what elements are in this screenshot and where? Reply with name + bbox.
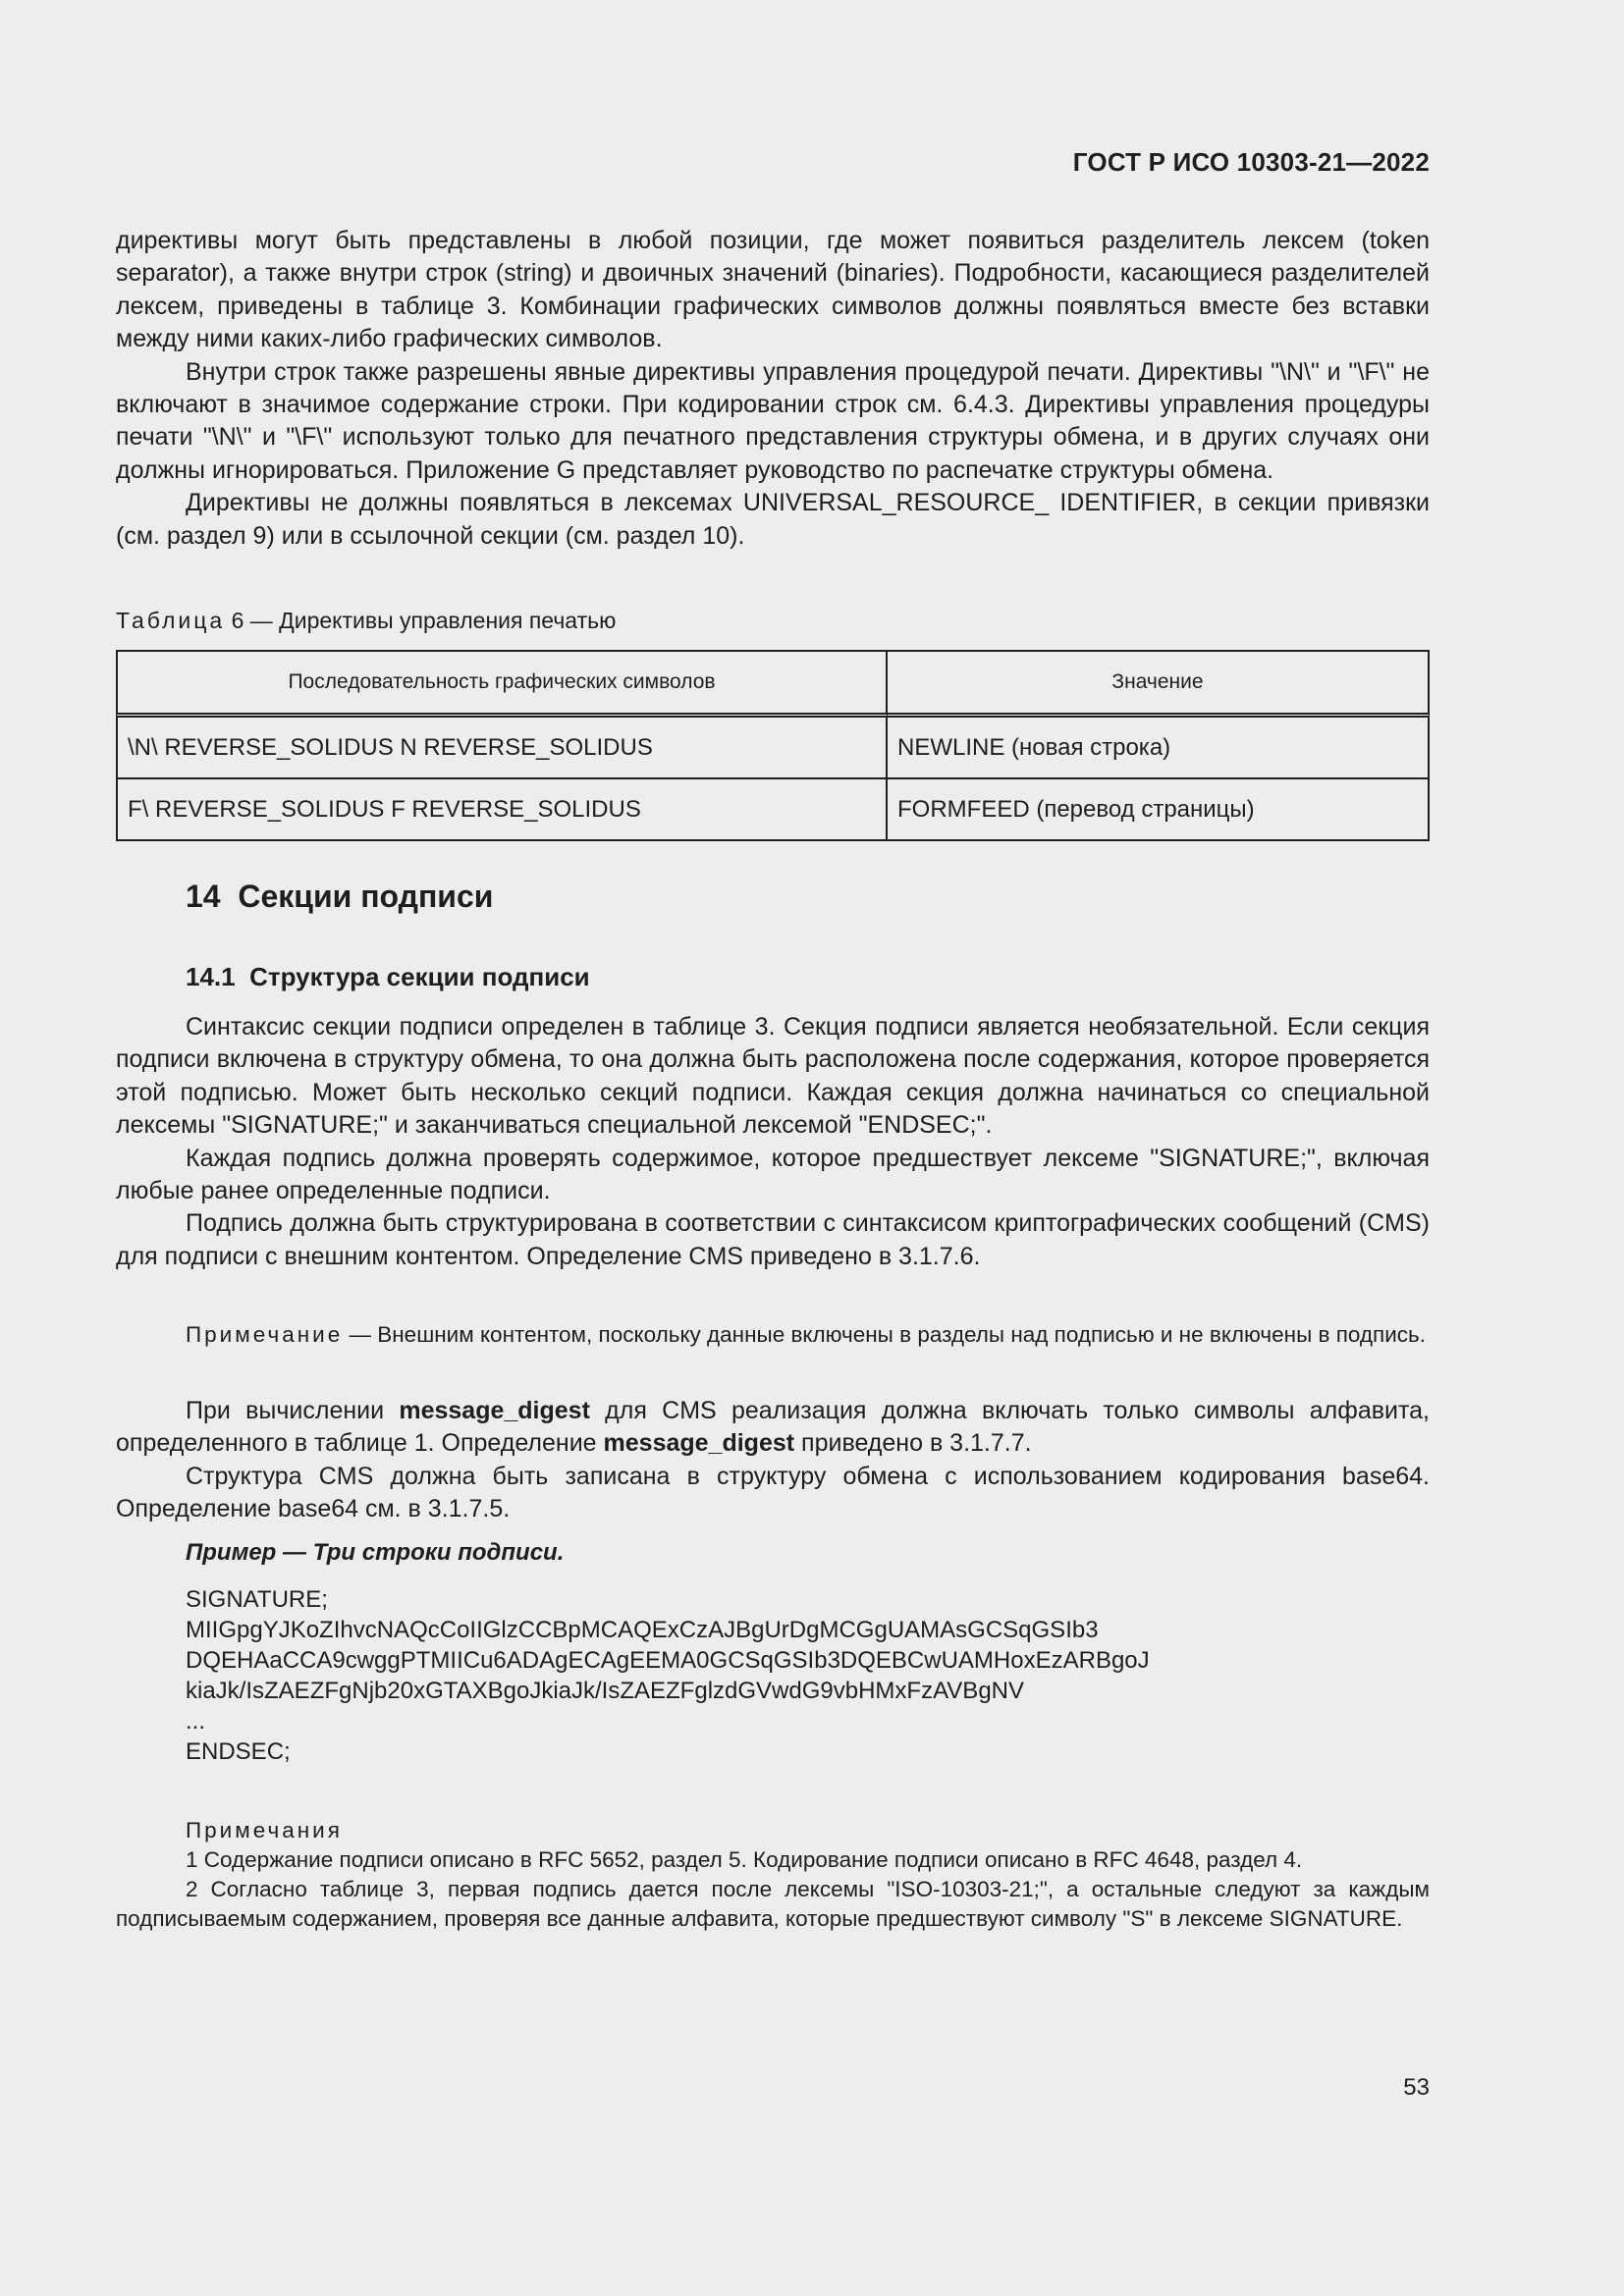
- page-number: 53: [1403, 2074, 1430, 2101]
- table-row: [116, 718, 1430, 779]
- digest-term-2: message_digest: [603, 1429, 795, 1458]
- document-code-header: ГОСТ Р ИСО 10303-21—2022: [1072, 147, 1430, 177]
- example-line: SIGNATURE;: [186, 1586, 328, 1613]
- note-text: — Внешним контентом, поскольку данные включены в разделы над подписью и не включены в подпись.: [349, 1322, 1427, 1347]
- section-14-heading: [186, 879, 493, 915]
- print-directives-table: [116, 650, 1430, 841]
- base64-paragraph: Структура CMS должна быть записана в структуру обмена с использованием кодирования base64. Определение base64 см. в 3.1.7.5.: [116, 1462, 1430, 1523]
- table-caption-text: 6 — Директивы управления печатью: [231, 608, 617, 633]
- digest-block: [116, 1395, 1430, 1526]
- intro-paragraph-2: Внутри строк также разрешены явные директивы управления процедурой печати. Директивы "\N\" и "\F\" не включают в значимое содержание строки. При кодировании строк см. 6.4.3. Директивы управления процедуры печати "\N\" и "\F\" используют только для печатного представления структуры обмена, и в других случаях они должны игнорироваться. Приложение G представляет руководство по распечатке структуры обмена.: [116, 357, 1430, 484]
- intro-block: [116, 225, 1430, 553]
- table-cell-meaning: FORMFEED (перевод страницы): [888, 779, 1430, 841]
- digest-text-c: для CMS реализация должна включать только символы алфавита, определенного в таблице 1. Определение: [116, 1397, 1430, 1458]
- digest-paragraph: [116, 1395, 1430, 1461]
- intro-paragraph-3: Директивы не должны появляться в лексемах UNIVERSAL_RESOURCE_ IDENTIFIER, в секции привязки (см. раздел 9) или в ссылочной секции (см. раздел 10).: [116, 489, 1430, 550]
- section-title: Секции подписи: [238, 879, 494, 914]
- section-paragraph-1: Синтаксис секции подписи определен в таблице 3. Секция подписи является необязательной. Если секция подписи включена в структуру обмена, то она должна быть расположена после содержания, которое проверяется этой подписью. Может быть несколько секций подписи. Каждая секция должна начинаться со специальной лексемы "SIGNATURE;" и заканчиваться специальной лексемой "ENDSEC;".: [116, 1013, 1430, 1140]
- section-paragraph-3: Подпись должна быть структурирована в соответствии с синтаксисом криптографических сообщений (CMS) для подписи с внешним контентом. Определение CMS приведено в 3.1.7.6.: [116, 1209, 1430, 1270]
- notes-label: Примечания: [186, 1818, 343, 1842]
- digest-text-e: приведено в 3.1.7.7.: [794, 1429, 1032, 1458]
- example-line: kiaJk/IsZAEZFgNjb20xGTAXBgoJkiaJk/IsZAEZFglzdGVwdG9vbHMxFzAVBgNV: [186, 1678, 1025, 1704]
- example-line: ...: [186, 1708, 206, 1735]
- example-code-block: [186, 1584, 1150, 1767]
- table-header-sequence: Последовательность графических символов: [116, 650, 888, 718]
- notes-block: [116, 1816, 1430, 1934]
- digest-term-1: message_digest: [399, 1397, 590, 1424]
- example-title: Пример — Три строки подписи.: [186, 1539, 565, 1566]
- intro-paragraph-1: директивы могут быть представлены в любой позиции, где может появиться разделитель лексем (token separator), а также внутри строк (string) и двоичных значений (binaries). Подробности, касающиеся разделителей лексем, приведены в таблице 3. Комбинации графических символов должны появляться вместе без вставки между ними каких-либо графических символов.: [116, 227, 1430, 353]
- subsection-title: Структура секции подписи: [249, 962, 590, 991]
- table-cell-meaning: NEWLINE (новая строка): [888, 718, 1430, 779]
- table-cell-sequence: F\ REVERSE_SOLIDUS F REVERSE_SOLIDUS: [116, 779, 888, 841]
- notes-item-2: 2 Согласно таблице 3, первая подпись дается после лексемы "ISO-10303-21;", а остальные следуют за каждым подписываемым содержанием, проверяя все данные алфавита, которые предшествуют символу "S" в лексеме SIGNATURE.: [116, 1877, 1430, 1931]
- table-header-row: [116, 650, 1430, 718]
- digest-text-a: При вычислении: [186, 1397, 400, 1424]
- table-caption-label: Таблица: [116, 608, 226, 633]
- section-number: 14: [186, 879, 221, 914]
- table-header-meaning: Значение: [888, 650, 1430, 718]
- section-paragraph-2: Каждая подпись должна проверять содержимое, которое предшествует лексеме "SIGNATURE;", включая любые ранее определенные подписи.: [116, 1144, 1430, 1205]
- note-paragraph: [116, 1320, 1430, 1350]
- note-label: Примечание: [186, 1322, 344, 1347]
- subsection-14-1-heading: [186, 962, 590, 992]
- section-body-block: [116, 1011, 1430, 1273]
- table-cell-sequence: \N\ REVERSE_SOLIDUS N REVERSE_SOLIDUS: [116, 718, 888, 779]
- subsection-number: 14.1: [186, 962, 236, 991]
- table-row: [116, 779, 1430, 841]
- example-line: DQEHAaCCA9cwggPTMIICu6ADAgECAgEEMA0GCSqGSIb3DQEBCwUAMHoxEzARBgoJ: [186, 1647, 1150, 1674]
- example-line: MIIGpgYJKoZIhvcNAQcCoIIGlzCCBpMCAQExCzAJBgUrDgMCGgUAMAsGCSqGSIb3: [186, 1617, 1099, 1643]
- example-line: ENDSEC;: [186, 1738, 291, 1765]
- table-caption: [116, 608, 616, 634]
- notes-item-1: 1 Содержание подписи описано в RFC 5652, раздел 5. Кодирование подписи описано в RFC 4648, раздел 4.: [186, 1847, 1303, 1872]
